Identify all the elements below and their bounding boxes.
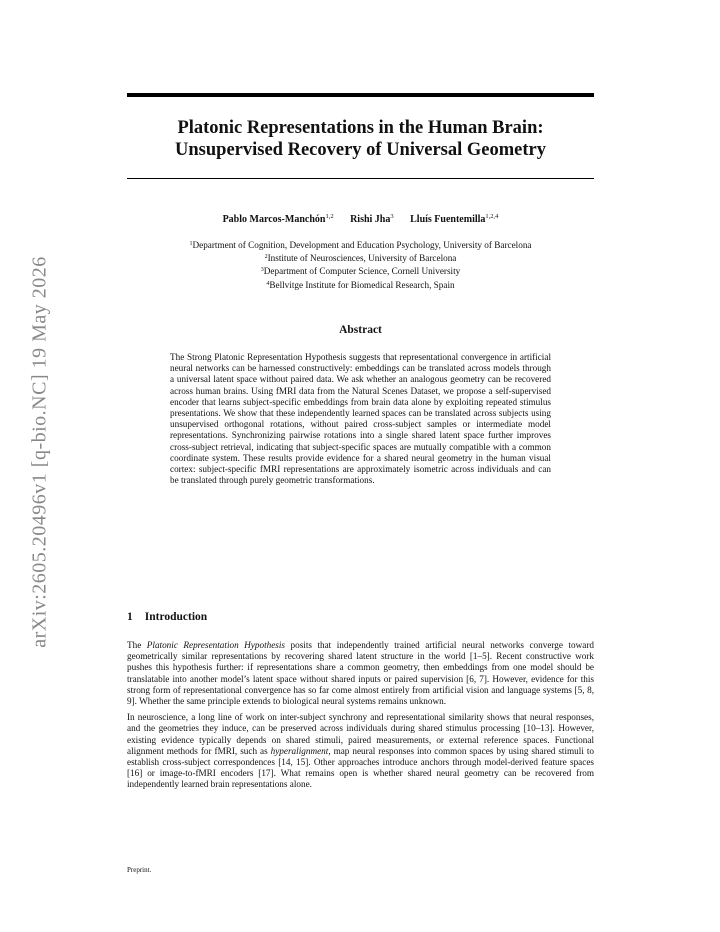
- title-top-rule: [127, 93, 594, 97]
- section-title: Introduction: [144, 611, 208, 623]
- emphasized-term: hyperalignment: [270, 745, 329, 756]
- author-name: Pablo Marcos-Manchón: [222, 214, 326, 225]
- affiliation-number: 2: [264, 254, 268, 261]
- author-affiliation-marks: 1,2: [325, 213, 334, 220]
- affiliation-number: 1: [189, 241, 193, 247]
- introduction-body: [127, 640, 594, 796]
- paragraph-text: In neuroscience, a long line of work on inter-subject synchrony and representational similarity shows that neural responses, and the geometries they induce, can be preserved across individuals during shared stimulus processing [10–13]. However, existing evidence typically depends on shared stimuli, paired measurements, or external reference spaces. Functional alignment methods for fMRI, such as: [127, 712, 594, 756]
- author-name: Rishi Jha: [350, 214, 391, 225]
- affiliation: [127, 278, 594, 291]
- affiliation-number: 4: [266, 280, 270, 287]
- affiliation-text: Institute of Neurosciences, University of Barcelona: [267, 253, 457, 264]
- paragraph: [127, 640, 594, 707]
- section-heading: [127, 611, 594, 623]
- author-list: [127, 210, 594, 226]
- paper-title-line-1: Platonic Representations in the Human Brain:: [177, 118, 544, 138]
- author-affiliation-marks: 1,2,4: [485, 213, 499, 220]
- paper-title-line-2: Unsupervised Recovery of Universal Geometry: [175, 140, 546, 160]
- abstract-heading: Abstract: [339, 324, 382, 336]
- emphasized-term: Platonic Representation Hypothesis: [146, 640, 286, 650]
- affiliation-text: Department of Computer Science, Cornell University: [263, 266, 461, 277]
- paragraph: [127, 712, 594, 790]
- author: [223, 214, 334, 225]
- paper-title: [127, 117, 594, 161]
- author: [350, 214, 394, 225]
- abstract-text: The Strong Platonic Representation Hypothesis suggests that representational convergence in artificial neural networks can be harnessed constructively: embeddings can be translated across models through a universal latent space without paired data. We ask whether an analogous geometry can be recovered across human brains. Using fMRI data from the Natural Scenes Dataset, we propose a self-supervised encoder that learns subject-specific embeddings from brain data alone by exploiting repeated stimulus presentations. We show that these independently learned spaces can be translated across subjects using unsupervised orthogonal rotations, without paired cross-subject samples or intermediate model representations. Synchronizing pairwise rotations into a single shared latent space further improves cross-subject retrieval, indicating that subject-specific spaces are mutually compatible with a common coordinate system. These results provide evidence for a shared neural geometry in the human visual cortex: subject-specific fMRI representations are approximately isometric across individuals and can be translated through purely geometric transformations.: [170, 352, 551, 486]
- affiliation: [127, 264, 594, 277]
- paragraph-text: , map neural responses into common spaces by using shared stimuli to establish cross-subject correspondences [14, 15]. Other approaches introduce anchors through model-derived feature spaces [16] or image-to-fMRI encoders [17]. What remains open is whether shared neural geometry can be recovered from independently learned brain representations alone.: [127, 745, 594, 790]
- paragraph-text: The: [127, 640, 147, 650]
- title-bottom-rule: [127, 178, 594, 179]
- arxiv-identifier-text: arXiv:2605.20496v1 [q-bio.NC] 19 May 2026: [28, 256, 51, 648]
- section-number: 1: [127, 611, 133, 623]
- footer-note: Preprint.: [127, 866, 152, 874]
- author: [410, 214, 498, 225]
- affiliation-text: Bellvitge Institute for Biomedical Research, Spain: [269, 279, 455, 290]
- author-name: Lluís Fuentemilla: [410, 214, 486, 225]
- affiliation: [127, 238, 594, 251]
- paragraph-text: posits that independently trained artificial neural networks converge toward geometrically similar representations by recovering shared latent structure in the world [1–5]. Recent constructive work pushes this hypothesis further: if representations share a common geometry, then embeddings from one model should be translatable into another model’s latent space without shared inputs or paired supervision [6, 7]. However, evidence for this strong form of representational convergence has so far come almost entirely from artificial vision and language systems [5, 8, 9]. Whether the same principle extends to biological neural systems remains unknown.: [127, 640, 594, 707]
- affiliation-text: Department of Cognition, Development and Education Psychology, University of Barcelona: [192, 240, 532, 250]
- affiliation-number: 3: [260, 267, 264, 274]
- author-affiliation-marks: 3: [390, 213, 394, 220]
- affiliation: [127, 251, 594, 264]
- affiliation-list: [127, 238, 594, 291]
